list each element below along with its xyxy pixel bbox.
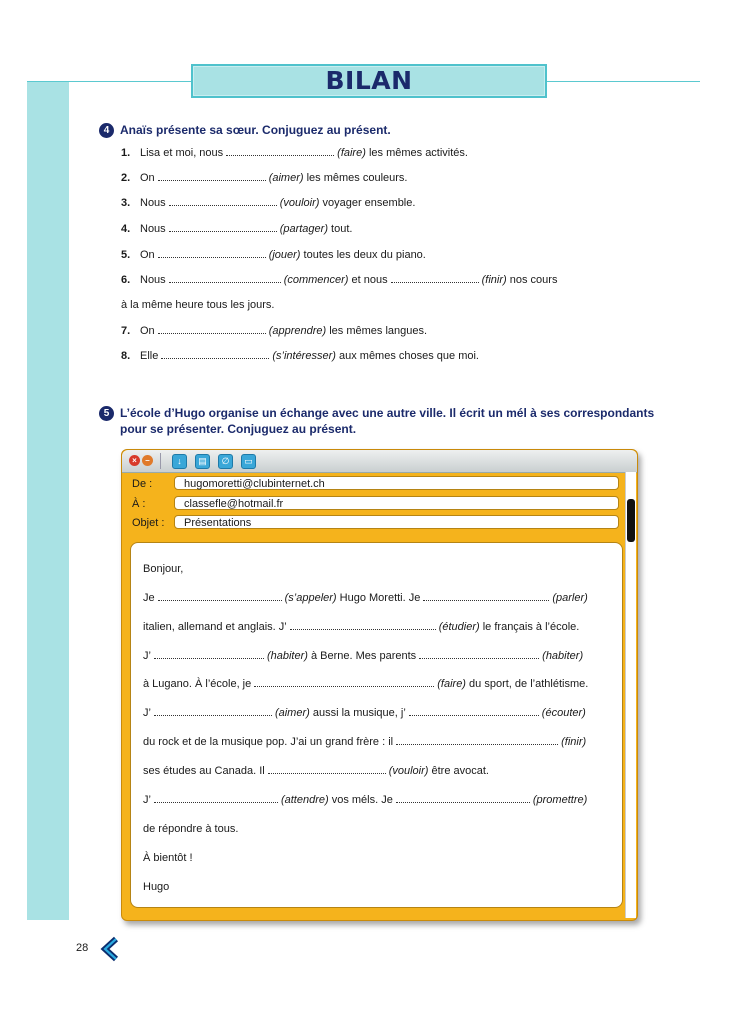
exercise-5-instruction-line-2: pour se présenter. Conjuguez au présent. xyxy=(120,422,357,436)
document-icon[interactable]: ▤ xyxy=(195,454,210,469)
item-text: les mêmes activités. xyxy=(368,147,468,159)
answer-blank[interactable] xyxy=(154,793,278,803)
answer-blank[interactable] xyxy=(169,222,277,232)
ex4-item-6-continuation: à la même heure tous les jours. xyxy=(121,299,275,311)
verb-hint: (s’intéresser) xyxy=(272,350,336,362)
scrollbar-thumb[interactable] xyxy=(627,499,635,542)
email-line-6 xyxy=(143,735,611,749)
verb-hint: (finir) xyxy=(561,736,587,748)
exercise-4-instruction: Anaïs présente sa sœur. Conjuguez au présent. xyxy=(120,123,391,137)
email-line-3 xyxy=(143,649,611,663)
answer-blank[interactable] xyxy=(158,248,266,258)
title-banner xyxy=(191,64,547,98)
email-line-5 xyxy=(143,706,611,720)
verb-hint: (aimer) xyxy=(274,707,310,719)
email-closing: À bientôt ! xyxy=(143,852,193,864)
item-text: les mêmes couleurs. xyxy=(306,172,408,184)
email-text: du sport, de l’athlétisme. xyxy=(469,678,589,690)
page-number: 28 xyxy=(76,942,89,954)
from-label: De : xyxy=(132,478,153,490)
scrollbar[interactable] xyxy=(625,472,636,918)
verb-hint: (habiter) xyxy=(542,650,584,662)
item-text: On xyxy=(140,249,155,261)
answer-blank[interactable] xyxy=(419,649,539,659)
page-title: BILAN xyxy=(325,66,413,95)
email-text: aussi la musique, j’ xyxy=(312,707,406,719)
item-number: 6. xyxy=(121,274,131,286)
ex4-item-7 xyxy=(121,324,427,338)
verb-hint: (commencer) xyxy=(283,274,349,286)
verb-hint: (vouloir) xyxy=(279,197,320,209)
ex4-item-5 xyxy=(121,248,426,262)
verb-hint: (habiter) xyxy=(266,650,308,662)
item-text: Nous xyxy=(140,223,166,235)
email-line-7 xyxy=(143,764,611,778)
verb-hint: (écouter) xyxy=(541,707,586,719)
item-number: 7. xyxy=(121,325,131,337)
item-text: voyager ensemble. xyxy=(322,197,416,209)
email-body[interactable] xyxy=(130,542,623,908)
answer-blank[interactable] xyxy=(154,706,272,716)
ex4-item-2 xyxy=(121,171,407,185)
ex4-item-1 xyxy=(121,146,468,160)
email-text: Hugo Moretti. Je xyxy=(339,592,421,604)
verb-hint: (parler) xyxy=(552,592,588,604)
answer-blank[interactable] xyxy=(396,793,530,803)
answer-blank[interactable] xyxy=(226,146,334,156)
verb-hint: (jouer) xyxy=(268,249,301,261)
ex4-item-8 xyxy=(121,349,479,363)
answer-blank[interactable] xyxy=(268,764,386,774)
page-sidebar xyxy=(27,82,69,920)
answer-blank[interactable] xyxy=(409,706,539,716)
item-number: 8. xyxy=(121,350,131,362)
verb-hint: (aimer) xyxy=(268,172,304,184)
item-number: 5. xyxy=(121,249,131,261)
email-text: du rock et de la musique pop. J’ai un grand frère : il xyxy=(143,736,394,748)
chevron-left-icon xyxy=(99,936,121,962)
item-text: toutes les deux du piano. xyxy=(303,249,426,261)
answer-blank[interactable] xyxy=(391,273,479,283)
verb-hint: (faire) xyxy=(437,678,466,690)
item-text: les mêmes langues. xyxy=(329,325,428,337)
email-text: J’ xyxy=(143,794,151,806)
answer-blank[interactable] xyxy=(161,349,269,359)
exercise-5-number: 5 xyxy=(99,406,114,421)
toolbar-separator xyxy=(160,453,161,469)
answer-blank[interactable] xyxy=(154,649,264,659)
email-text: ses études au Canada. Il xyxy=(143,765,265,777)
verb-hint: (partager) xyxy=(279,223,328,235)
email-line-9: de répondre à tous. xyxy=(143,823,239,835)
minimize-icon[interactable]: – xyxy=(142,455,153,466)
item-text: et nous xyxy=(351,274,388,286)
email-text: à Berne. Mes parents xyxy=(310,650,417,662)
item-text: Nous xyxy=(140,197,166,209)
verb-hint: (faire) xyxy=(337,147,366,159)
answer-blank[interactable] xyxy=(158,171,266,181)
exercise-5-instruction-line-1: L’école d’Hugo organise un échange avec une autre ville. Il écrit un mél à ses correspondants xyxy=(120,406,655,420)
monitor-icon[interactable]: ▭ xyxy=(241,454,256,469)
item-text: On xyxy=(140,172,155,184)
subject-label: Objet : xyxy=(132,517,165,529)
email-text: être avocat. xyxy=(431,765,489,777)
email-text: J’ xyxy=(143,650,151,662)
item-number: 4. xyxy=(121,223,131,235)
email-line-8 xyxy=(143,793,611,807)
answer-blank[interactable] xyxy=(158,591,282,601)
answer-blank[interactable] xyxy=(396,735,558,745)
email-greeting: Bonjour, xyxy=(143,563,184,575)
attachment-icon[interactable]: ∅ xyxy=(218,454,233,469)
email-text: italien, allemand et anglais. J’ xyxy=(143,621,287,633)
to-field[interactable]: classefle@hotmail.fr xyxy=(174,496,619,510)
ex4-item-3 xyxy=(121,196,415,210)
answer-blank[interactable] xyxy=(290,620,436,630)
item-text: On xyxy=(140,325,155,337)
answer-blank[interactable] xyxy=(254,677,434,687)
item-text: Nous xyxy=(140,274,166,286)
email-text: à Lugano. À l’école, je xyxy=(143,678,252,690)
email-window xyxy=(121,449,638,921)
verb-hint: (apprendre) xyxy=(268,325,327,337)
verb-hint: (vouloir) xyxy=(388,765,429,777)
item-text: Elle xyxy=(140,350,159,362)
verb-hint: (finir) xyxy=(481,274,507,286)
to-label: À : xyxy=(132,498,146,510)
verb-hint: (étudier) xyxy=(438,621,480,633)
subject-field[interactable]: Présentations xyxy=(174,515,619,529)
item-number: 2. xyxy=(121,172,131,184)
ex4-item-6 xyxy=(121,273,557,287)
item-text: nos cours xyxy=(509,274,558,286)
close-icon[interactable]: × xyxy=(129,455,140,466)
email-text: Je xyxy=(143,592,155,604)
answer-blank[interactable] xyxy=(169,196,277,206)
email-signature: Hugo xyxy=(143,881,170,893)
item-number: 3. xyxy=(121,197,131,209)
email-line-4 xyxy=(143,677,611,691)
email-line-1 xyxy=(143,591,611,605)
item-text: tout. xyxy=(331,223,353,235)
answer-blank[interactable] xyxy=(169,273,281,283)
ex4-item-4 xyxy=(121,222,352,236)
item-text: aux mêmes choses que moi. xyxy=(338,350,479,362)
email-line-2 xyxy=(143,620,611,634)
verb-hint: (s’appeler) xyxy=(284,592,337,604)
email-text: vos méls. Je xyxy=(331,794,393,806)
answer-blank[interactable] xyxy=(423,591,549,601)
answer-blank[interactable] xyxy=(158,324,266,334)
item-text: Lisa et moi, nous xyxy=(140,147,224,159)
email-text: le français à l’école. xyxy=(482,621,580,633)
from-field[interactable]: hugomoretti@clubinternet.ch xyxy=(174,476,619,490)
email-text: J’ xyxy=(143,707,151,719)
item-number: 1. xyxy=(121,147,131,159)
email-toolbar xyxy=(122,450,637,473)
verb-hint: (promettre) xyxy=(532,794,588,806)
exercise-4-number: 4 xyxy=(99,123,114,138)
verb-hint: (attendre) xyxy=(280,794,329,806)
download-icon[interactable]: ↓ xyxy=(172,454,187,469)
